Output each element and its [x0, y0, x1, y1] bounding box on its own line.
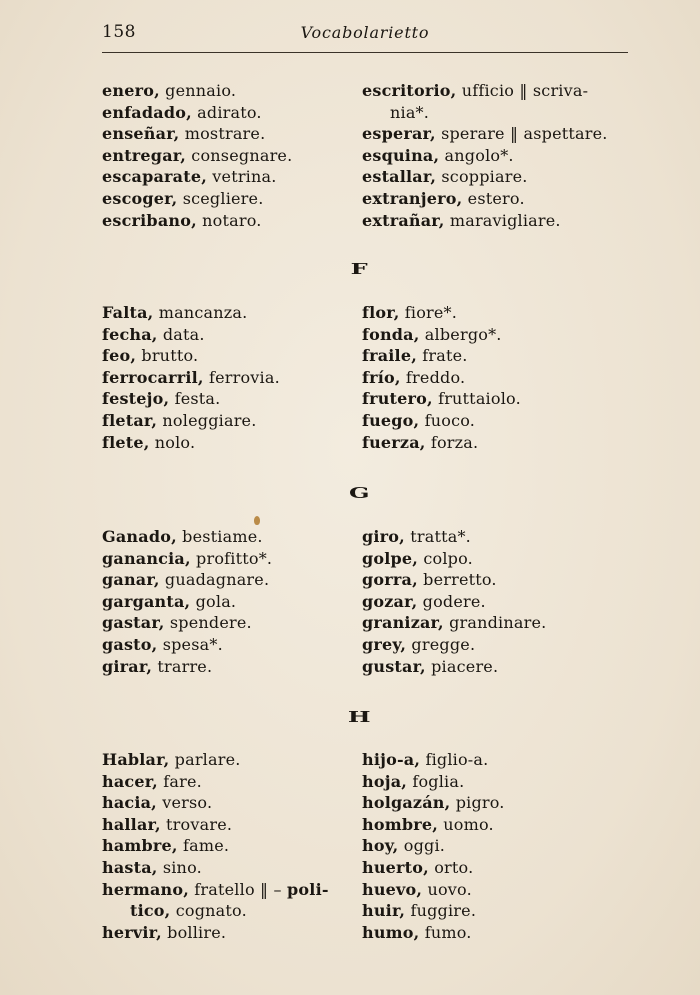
- headword: estallar,: [362, 167, 437, 187]
- translation: uomo.: [438, 814, 494, 834]
- dictionary-entry: [362, 410, 632, 432]
- headword: hijo-a,: [362, 750, 421, 769]
- headword: hombre,: [362, 814, 439, 834]
- translation: pigro.: [450, 793, 505, 813]
- headword: esquina,: [362, 145, 440, 165]
- translation: oggi.: [398, 836, 446, 856]
- translation: berretto.: [417, 570, 497, 590]
- translation-continuation: nia*.: [390, 102, 430, 122]
- headword: frutero,: [362, 389, 433, 409]
- translation: fumo.: [419, 922, 472, 942]
- dictionary-entry: [102, 771, 352, 793]
- dictionary-entry: [362, 591, 632, 613]
- dictionary-entry: [362, 345, 632, 367]
- dictionary-entry: [102, 634, 352, 656]
- translation: nolo.: [149, 432, 196, 452]
- headword: fuerza,: [362, 432, 426, 452]
- headword: hacer,: [102, 771, 158, 791]
- headword: enero,: [102, 81, 160, 100]
- headword: garganta,: [102, 591, 191, 611]
- dictionary-entry: [102, 345, 352, 367]
- headword: hoy,: [362, 836, 399, 856]
- translation: fare.: [157, 771, 202, 791]
- translation: tratta*.: [404, 527, 471, 546]
- section-e-left-column: [102, 80, 352, 231]
- translation: frate.: [417, 346, 468, 366]
- translation: vetrina.: [207, 167, 277, 187]
- translation: festa.: [169, 389, 221, 409]
- headword: hermano,: [102, 879, 190, 899]
- translation: spendere.: [164, 613, 252, 633]
- translation: colpo.: [418, 548, 473, 568]
- translation: mancanza.: [153, 303, 248, 322]
- headword: enfadado,: [102, 102, 192, 122]
- dictionary-entry: [102, 612, 352, 634]
- dictionary-entry: [362, 526, 632, 548]
- translation: fiore*.: [399, 303, 458, 322]
- translation: ufficio ‖ scriva-: [456, 81, 589, 100]
- dictionary-entry: [362, 166, 632, 188]
- dictionary-entry: [102, 388, 352, 410]
- translation: foglia.: [407, 771, 465, 791]
- translation: freddo.: [400, 367, 466, 387]
- headword: escribano,: [102, 210, 197, 230]
- translation: bestiame.: [176, 527, 263, 546]
- dictionary-entry: [362, 367, 632, 389]
- dictionary-entry: [362, 80, 632, 123]
- dictionary-entry: [102, 591, 352, 613]
- dictionary-entry: [362, 656, 632, 678]
- translation: guadagnare.: [159, 570, 270, 590]
- page-header: [102, 22, 628, 50]
- dictionary-entry: [102, 324, 352, 346]
- headword: flete,: [102, 432, 150, 452]
- translation: bollire.: [161, 922, 227, 942]
- dictionary-entry: [102, 166, 352, 188]
- dictionary-entry: [362, 814, 632, 836]
- translation: fuggire.: [405, 901, 477, 921]
- translation: noleggiare.: [157, 410, 257, 430]
- dictionary-entry: [102, 302, 352, 324]
- headword: gasto,: [102, 634, 158, 654]
- headword: ferrocarril,: [102, 367, 204, 387]
- dictionary-entry: [362, 432, 632, 454]
- dictionary-entry: [362, 792, 632, 814]
- dictionary-entry: [362, 922, 632, 944]
- section-heading-g: G: [348, 484, 372, 502]
- headword: extranjero,: [362, 188, 463, 208]
- translation: profitto*.: [190, 548, 273, 568]
- headword: Hablar,: [102, 750, 170, 769]
- headword: huerto,: [362, 857, 429, 877]
- dictionary-entry: [102, 656, 352, 678]
- translation: gennaio.: [159, 81, 237, 100]
- headword: ganar,: [102, 570, 160, 590]
- section-g-right-column: [362, 526, 632, 677]
- dictionary-entry: [102, 102, 352, 124]
- translation: scoppiare.: [436, 167, 528, 187]
- translation: godere.: [417, 591, 486, 611]
- headword: escritorio,: [362, 81, 457, 100]
- translation: mostrare.: [179, 124, 266, 144]
- dictionary-entry: [102, 749, 352, 771]
- headword: fecha,: [102, 324, 158, 344]
- translation: piacere.: [425, 656, 499, 676]
- translation: fruttaiolo.: [432, 389, 521, 409]
- translation: fame.: [177, 836, 230, 856]
- headword: gozar,: [362, 591, 418, 611]
- headword: escaparate,: [102, 167, 207, 187]
- translation: brutto.: [136, 346, 199, 366]
- headword: entregar,: [102, 145, 187, 165]
- translation: spesa*.: [157, 634, 223, 654]
- dictionary-entry: [102, 922, 352, 944]
- translation: scegliere.: [177, 188, 264, 208]
- dictionary-entry: [362, 634, 632, 656]
- headword: Ganado,: [102, 527, 177, 546]
- translation: fratello ‖ –: [189, 879, 288, 899]
- headword: gorra,: [362, 570, 418, 590]
- translation: angolo*.: [439, 145, 514, 165]
- headword: girar,: [102, 656, 153, 676]
- translation: gregge.: [406, 634, 476, 654]
- section-g-left-column: [102, 526, 352, 677]
- dictionary-entry: [102, 569, 352, 591]
- headword: grey,: [362, 634, 407, 654]
- dictionary-entry: [102, 367, 352, 389]
- translation: data.: [157, 324, 205, 344]
- headword: esperar,: [362, 124, 436, 144]
- dictionary-entry: [102, 432, 352, 454]
- paper-stain: [254, 516, 260, 525]
- dictionary-entry: [362, 123, 632, 145]
- headword: Falta,: [102, 303, 154, 322]
- headword: hacia,: [102, 793, 157, 813]
- dictionary-entry: [102, 857, 352, 879]
- translation: fuoco.: [419, 410, 476, 430]
- dictionary-entry: [102, 188, 352, 210]
- dictionary-entry: [102, 80, 352, 102]
- section-f-right-column: [362, 302, 632, 453]
- translation-continuation: cognato.: [170, 901, 247, 921]
- dictionary-entry: [362, 612, 632, 634]
- headword: festejo,: [102, 389, 170, 409]
- dictionary-entry: [362, 145, 632, 167]
- headword-continuation: tico,: [130, 901, 171, 921]
- headword: huir,: [362, 901, 406, 921]
- dictionary-entry: [362, 749, 632, 771]
- translation: uovo.: [422, 879, 472, 899]
- dictionary-entry: [362, 210, 632, 232]
- translation: sino.: [157, 857, 202, 877]
- translation: maravigliare.: [444, 210, 561, 230]
- dictionary-entry: [362, 388, 632, 410]
- headword: huevo,: [362, 879, 423, 899]
- headword: gustar,: [362, 656, 426, 676]
- dictionary-entry: [362, 835, 632, 857]
- translation: verso.: [156, 793, 213, 813]
- headword: fonda,: [362, 324, 420, 344]
- translation: consegnare.: [186, 145, 293, 165]
- dictionary-entry: [362, 188, 632, 210]
- headword: hasta,: [102, 857, 158, 877]
- headword: frío,: [362, 367, 401, 387]
- headword: holgazán,: [362, 793, 451, 813]
- headword: hambre,: [102, 836, 178, 856]
- headword: ganancia,: [102, 548, 191, 568]
- translation: trovare.: [160, 814, 233, 834]
- headword: fraile,: [362, 346, 417, 366]
- section-heading-h: H: [347, 708, 373, 726]
- headword: extrañar,: [362, 210, 445, 230]
- dictionary-entry: [102, 814, 352, 836]
- section-f-left-column: [102, 302, 352, 453]
- dictionary-entry: [362, 569, 632, 591]
- dictionary-entry: [102, 123, 352, 145]
- translation: parlare.: [169, 750, 241, 769]
- headword: fuego,: [362, 410, 420, 430]
- dictionary-entry: [102, 792, 352, 814]
- translation: trarre.: [152, 656, 213, 676]
- translation: forza.: [425, 432, 479, 452]
- headword: hallar,: [102, 814, 161, 834]
- translation: orto.: [428, 857, 474, 877]
- translation: figlio-a.: [420, 750, 489, 769]
- translation: albergo*.: [419, 324, 502, 344]
- translation: notaro.: [196, 210, 262, 230]
- headword: gastar,: [102, 613, 165, 633]
- headword: granizar,: [362, 613, 444, 633]
- dictionary-entry: [102, 835, 352, 857]
- translation: gola.: [190, 591, 237, 611]
- dictionary-entry: [102, 526, 352, 548]
- translation: sperare ‖ aspettare.: [435, 124, 608, 144]
- section-h-right-column: [362, 749, 632, 943]
- headword-compound: poli-: [287, 879, 329, 899]
- headword: golpe,: [362, 548, 419, 568]
- headword: enseñar,: [102, 124, 180, 144]
- header-rule: [102, 52, 628, 53]
- headword: flor,: [362, 303, 400, 322]
- dictionary-entry: [102, 410, 352, 432]
- dictionary-entry: [362, 879, 632, 901]
- headword: hervir,: [102, 922, 162, 942]
- running-title: Vocabolarietto: [300, 23, 430, 42]
- section-heading-f: F: [350, 260, 370, 278]
- headword: feo,: [102, 346, 137, 366]
- headword: fletar,: [102, 410, 158, 430]
- headword: humo,: [362, 922, 420, 942]
- dictionary-entry: [362, 548, 632, 570]
- dictionary-entry: [362, 900, 632, 922]
- translation: ferrovia.: [203, 367, 280, 387]
- headword: escoger,: [102, 188, 178, 208]
- page-number: 158: [102, 22, 136, 42]
- dictionary-entry: [102, 548, 352, 570]
- translation: estero.: [462, 188, 525, 208]
- dictionary-entry: [102, 879, 352, 922]
- dictionary-entry: [362, 324, 632, 346]
- translation: adirato.: [191, 102, 262, 122]
- dictionary-entry: [102, 210, 352, 232]
- dictionary-entry: [102, 145, 352, 167]
- headword: hoja,: [362, 771, 408, 791]
- dictionary-entry: [362, 857, 632, 879]
- headword: giro,: [362, 527, 405, 546]
- dictionary-entry: [362, 771, 632, 793]
- translation: grandinare.: [443, 613, 547, 633]
- section-e-right-column: [362, 80, 632, 231]
- dictionary-entry: [362, 302, 632, 324]
- section-h-left-column: [102, 749, 352, 943]
